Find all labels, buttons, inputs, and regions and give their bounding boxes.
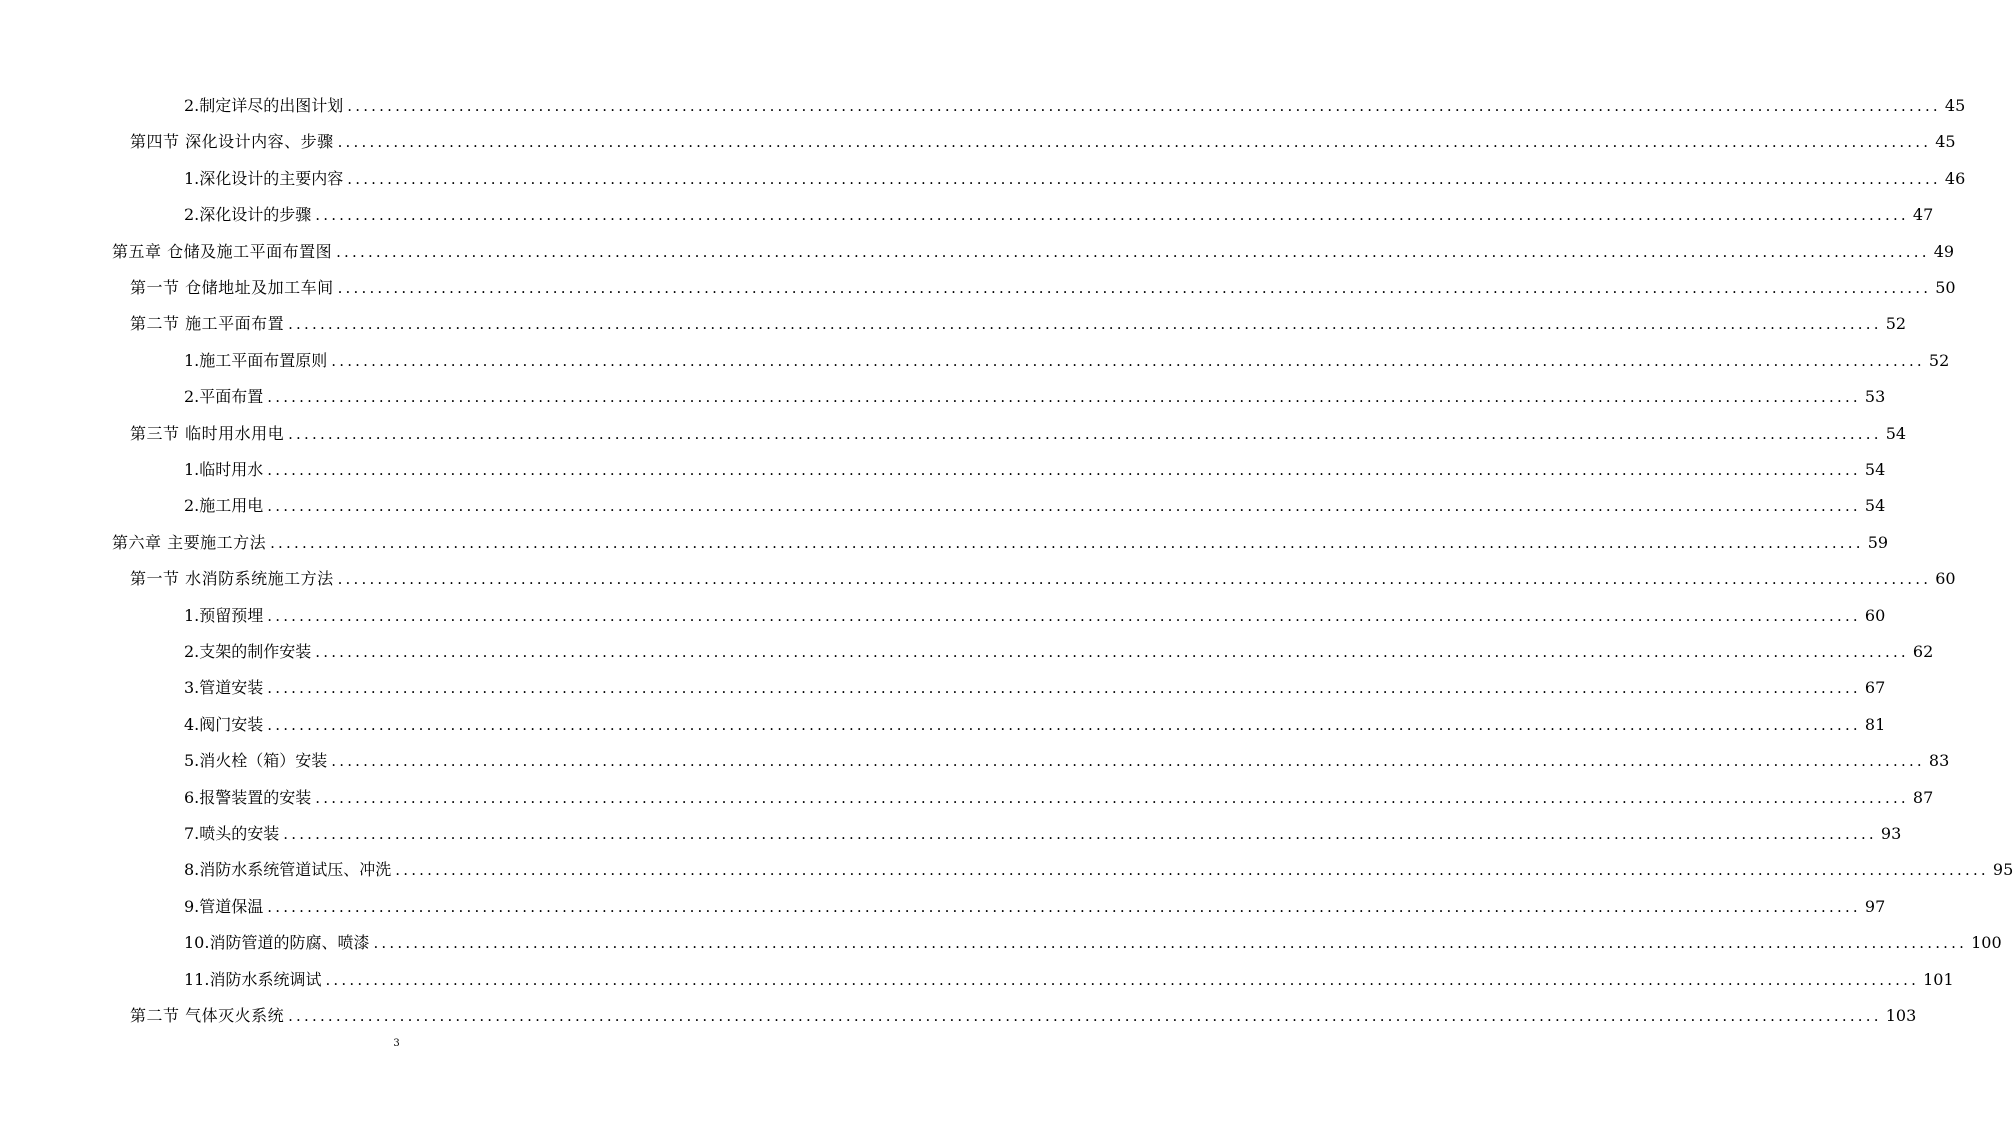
toc-leader-dots: ........................................................................................................................................................................................................ [315, 643, 1909, 661]
toc-entry-page: 100 [1971, 933, 2002, 952]
toc-entry-title: 第四节 深化设计内容、步骤 [130, 132, 334, 151]
toc-entry-number: 1. [184, 169, 200, 188]
toc-entry-title: 第三节 临时用水用电 [130, 424, 285, 443]
toc-entry-page: 101 [1923, 970, 1954, 989]
toc-entry-title: 第五章 仓储及施工平面布置图 [112, 242, 333, 261]
toc-leader-dots: ........................................................................................................................................................................................................ [337, 279, 1932, 297]
toc-leader-dots: ........................................................................................................................................................................................................ [267, 497, 1861, 515]
toc-leader-dots: ........................................................................................................................................................................................................ [267, 607, 1861, 625]
toc-leader-dots: ........................................................................................................................................................................................................ [347, 97, 1941, 115]
toc-entry [184, 784, 1934, 808]
toc-leader-dots: ........................................................................................................................................................................................................ [337, 133, 1932, 151]
toc-entry-title: 第六章 主要施工方法 [112, 533, 267, 552]
toc-leader-dots: ........................................................................................................................................................................................................ [331, 352, 1925, 370]
toc-entry-page: 50 [1935, 278, 1956, 297]
toc-entry-title: 临时用水 [199, 460, 264, 479]
toc-entry-page: 83 [1928, 751, 1950, 770]
toc-entry [130, 128, 1956, 152]
toc-entry-title: 第二节 施工平面布置 [130, 314, 285, 333]
toc-entry [184, 711, 1886, 735]
toc-entry [184, 165, 1966, 189]
toc-entry-page: 47 [1912, 205, 1934, 224]
toc-entry-title: 深化设计的主要内容 [199, 169, 344, 188]
toc-leader-dots: ........................................................................................................................................................................................................ [395, 861, 1989, 879]
toc-entry-number: 2. [184, 205, 200, 224]
toc-entry-page: 52 [1885, 314, 1907, 333]
toc-entry-page: 87 [1912, 788, 1934, 807]
toc-entry-page: 95 [1992, 860, 2013, 879]
toc-entry-title: 支架的制作安装 [199, 642, 312, 661]
toc-entry [184, 820, 1902, 844]
toc-entry-title: 消火栓（箱）安装 [199, 751, 328, 770]
toc-entry [184, 747, 1950, 771]
toc-leader-dots: ........................................................................................................................................................................................................ [267, 461, 1861, 479]
toc-entry [184, 966, 1954, 990]
toc-entry [184, 492, 1886, 516]
toc-entry-number: 10. [184, 933, 210, 952]
toc-leader-dots: ........................................................................................................................................................................................................ [267, 716, 1861, 734]
toc-entry [184, 383, 1886, 407]
toc-leader-dots: ........................................................................................................................................................................................................ [315, 206, 1909, 224]
toc-entry-page: 49 [1933, 242, 1955, 261]
toc-entry-number: 2. [184, 96, 200, 115]
toc-entry [130, 565, 1956, 589]
toc-entry [184, 638, 1934, 662]
page-number-footer: 3 [393, 1038, 400, 1049]
toc-leader-dots: ........................................................................................................................................................................................................ [267, 388, 1861, 406]
toc-entry-number: 2. [184, 642, 200, 661]
toc-entry-title: 喷头的安装 [199, 824, 280, 843]
toc-entry [184, 456, 1886, 480]
toc-entry-title: 第一节 仓储地址及加工车间 [130, 278, 334, 297]
toc-leader-dots: ........................................................................................................................................................................................................ [325, 971, 1920, 989]
toc-entry-page: 59 [1867, 533, 1889, 552]
toc-entry-number: 8. [184, 860, 200, 879]
toc-entry-number: 2. [184, 387, 200, 406]
toc-entry-title: 消防水系统调试 [209, 970, 322, 989]
toc-entry-page: 52 [1928, 351, 1950, 370]
toc-entry-number: 2. [184, 496, 200, 515]
toc-entry [130, 420, 1907, 444]
toc-entry-number: 6. [184, 788, 200, 807]
toc-entry [184, 602, 1886, 626]
toc-entry-page: 93 [1880, 824, 1902, 843]
toc-entry-title: 消防水系统管道试压、冲洗 [199, 860, 392, 879]
toc-entry-page: 54 [1864, 460, 1886, 479]
toc-entry-number: 11. [184, 970, 210, 989]
toc-leader-dots: ........................................................................................................................................................................................................ [267, 679, 1861, 697]
toc-entry-number: 9. [184, 897, 200, 916]
toc-leader-dots: ........................................................................................................................................................................................................ [331, 752, 1925, 770]
toc-entry-page: 103 [1885, 1006, 1917, 1025]
toc-entry-title: 管道安装 [199, 678, 264, 697]
toc-entry-title: 报警装置的安装 [199, 788, 312, 807]
toc-entry [184, 201, 1934, 225]
toc-entry-page: 67 [1864, 678, 1886, 697]
toc-entry [184, 674, 1886, 698]
toc-entry [184, 347, 1950, 371]
toc-leader-dots: ........................................................................................................................................................................................................ [283, 825, 1877, 843]
toc-entry-title: 消防管道的防腐、喷漆 [209, 933, 370, 952]
toc-entry [184, 856, 2013, 880]
toc-entry-title: 第二节 气体灭火系统 [130, 1006, 285, 1025]
toc-entry [184, 929, 2002, 953]
toc-entry-number: 4. [184, 715, 200, 734]
toc-leader-dots: ........................................................................................................................................................................................................ [336, 243, 1930, 261]
toc-leader-dots: ........................................................................................................................................................................................................ [288, 425, 1882, 443]
toc-entry-title: 深化设计的步骤 [199, 205, 312, 224]
toc-entry [184, 92, 1966, 116]
toc-entry-number: 1. [184, 606, 200, 625]
toc-leader-dots: ........................................................................................................................................................................................................ [270, 534, 1864, 552]
toc-entry-title: 施工用电 [199, 496, 264, 515]
toc-entry-page: 46 [1944, 169, 1966, 188]
toc-entry-title: 制定详尽的出图计划 [199, 96, 344, 115]
toc-entry [112, 529, 1889, 553]
toc-entry-page: 53 [1864, 387, 1886, 406]
toc-leader-dots: ........................................................................................................................................................................................................ [373, 934, 1968, 952]
toc-entry-page: 45 [1935, 132, 1956, 151]
toc-entry-title: 管道保温 [199, 897, 264, 916]
toc-entry [112, 238, 1955, 262]
toc-entry [130, 310, 1907, 334]
toc-entry-page: 54 [1885, 424, 1907, 443]
toc-entry-page: 81 [1864, 715, 1886, 734]
toc-entry-number: 1. [184, 460, 200, 479]
toc-entry-number: 7. [184, 824, 200, 843]
toc-entry-title: 预留预埋 [199, 606, 264, 625]
toc-leader-dots: ........................................................................................................................................................................................................ [267, 898, 1861, 916]
toc-entry-page: 97 [1864, 897, 1886, 916]
toc-entry-page: 62 [1912, 642, 1934, 661]
toc-entry-page: 54 [1864, 496, 1886, 515]
toc-entry-number: 1. [184, 351, 200, 370]
toc-entry-title: 阀门安装 [199, 715, 264, 734]
toc-entry-page: 60 [1864, 606, 1886, 625]
toc-leader-dots: ........................................................................................................................................................................................................ [337, 570, 1932, 588]
toc-entry-title: 平面布置 [199, 387, 264, 406]
toc-entry-number: 5. [184, 751, 200, 770]
toc-leader-dots: ........................................................................................................................................................................................................ [288, 1007, 1882, 1025]
toc-leader-dots: ........................................................................................................................................................................................................ [315, 789, 1909, 807]
toc-leader-dots: ........................................................................................................................................................................................................ [288, 315, 1882, 333]
toc-entry [130, 1002, 1917, 1026]
toc-entry-title: 第一节 水消防系统施工方法 [130, 569, 334, 588]
toc-entry-page: 45 [1944, 96, 1966, 115]
toc-leader-dots: ........................................................................................................................................................................................................ [347, 170, 1941, 188]
toc-entry-page: 60 [1935, 569, 1956, 588]
toc-entry [130, 274, 1956, 298]
toc-entry-title: 施工平面布置原则 [199, 351, 328, 370]
toc-entry [184, 893, 1886, 917]
toc-entry-number: 3. [184, 678, 200, 697]
